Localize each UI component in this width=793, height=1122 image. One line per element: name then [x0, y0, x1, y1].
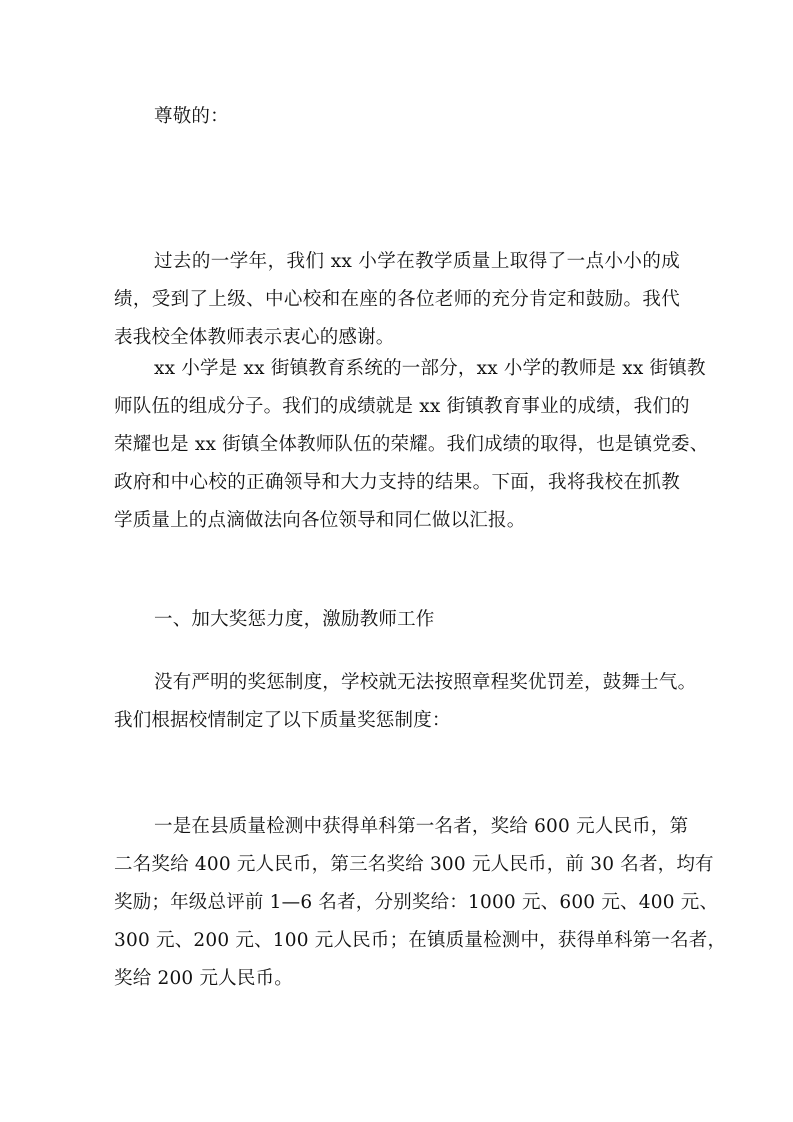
paragraph-line: 奖给 200 元人民币。: [114, 968, 293, 989]
paragraph-line: 我们根据校情制定了以下质量奖惩制度：: [114, 710, 451, 731]
paragraph-line: 绩，受到了上级、中心校和在座的各位老师的充分肯定和鼓励。我代: [114, 289, 680, 310]
paragraph-line: 没有严明的奖惩制度，学校就无法按照章程奖优罚差，鼓舞士气。: [154, 672, 697, 693]
paragraph-line: 一是在县质量检测中获得单科第一名者，奖给 600 元人民币，第: [154, 816, 689, 837]
paragraph-line: 政府和中心校的正确领导和大力支持的结果。下面，我将我校在抓教: [114, 472, 680, 493]
paragraph-school-intro: [114, 350, 709, 540]
paragraph-line: 二名奖给 400 元人民币，第三名奖给 300 元人民币，前 30 名者，均有: [114, 854, 714, 875]
paragraph-line: 荣耀也是 xx 街镇全体教师队伍的荣耀。我们成绩的取得，也是镇党委、: [114, 434, 709, 455]
paragraph-reward-details: [114, 808, 727, 998]
paragraph-reward-policy-intro: [114, 664, 697, 740]
paragraph-thanks: [114, 243, 680, 357]
paragraph-line: xx 小学是 xx 街镇教育系统的一部分，xx 小学的教师是 xx 街镇教: [154, 358, 706, 379]
paragraph-line: 300 元、200 元、100 元人民币；在镇质量检测中，获得单科第一名者，: [114, 930, 727, 951]
paragraph-line: 学质量上的点滴做法向各位领导和同仁做以汇报。: [114, 510, 526, 531]
paragraph-line: 奖励；年级总评前 1—6 名者，分别奖给：1000 元、600 元、400 元、: [114, 892, 719, 913]
section-heading: [114, 601, 680, 639]
paragraph-line: 师队伍的组成分子。我们的成绩就是 xx 街镇教育事业的成绩，我们的: [114, 396, 690, 417]
salutation: [114, 98, 680, 136]
paragraph-line: 过去的一学年，我们 xx 小学在教学质量上取得了一点小小的成: [154, 251, 680, 272]
section-heading-text: 一、加大奖惩力度，激励教师工作: [154, 609, 435, 630]
salutation-text: 尊敬的：: [154, 106, 229, 127]
paragraph-line: 表我校全体教师表示衷心的感谢。: [114, 327, 395, 348]
